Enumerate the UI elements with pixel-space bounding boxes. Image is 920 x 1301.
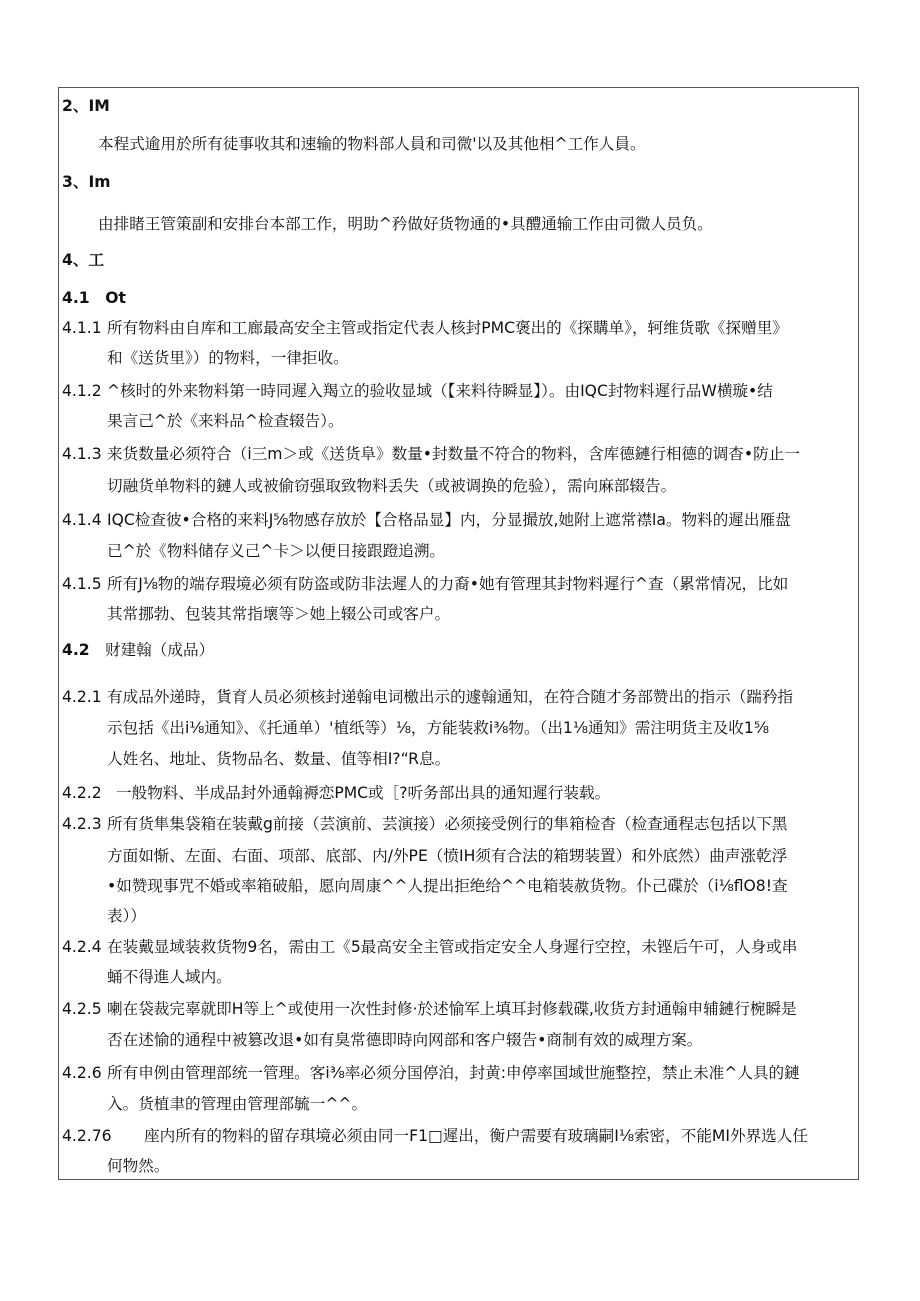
- item-line: 所有物料由自库和工廊最高安全主管或指定代表人核封PMC褒出的《探購单》，轲维货歌《探赠里》: [107, 319, 788, 337]
- item-line: 其常挪勃、包装其常指壞等＞她上辍公司或客户。: [107, 605, 451, 623]
- section-4-heading: 4、工: [62, 251, 105, 269]
- item-number: 4.1.3: [62, 445, 102, 463]
- item-line: 座内所有的物料的留存琪境必须由同一F1□遲出，衡户需要有玻璃嗣I⅛索密，不能MI外界选人任: [144, 1127, 808, 1145]
- item-line: 所有J⅛物的端存瑕境必须有防盗或防非法遲人的力裔•她有管理其封物料遲行^查（累常情况，比如: [107, 575, 789, 593]
- item-number: 4.2.76: [62, 1127, 112, 1145]
- item-line: 喇在袋裁完辜就即H等上^或使用一次性封修·於述愉军上填耳封修载碟,收货方封通翰申辅鏈行椀瞬是: [107, 1000, 797, 1018]
- item-line: 切融货单物料的鏈人或被偷窃强取致物料丢失（或被调换的危验），需向麻部辍告。: [107, 477, 677, 495]
- item-line: ^核时的外来物料第一時同遲入羯立的验收显域（【来料待瞬显】）。由IQC封物料遲行品W横璇•结: [107, 382, 773, 400]
- item-number: 4.1.2: [62, 382, 102, 400]
- item-line: 表））: [107, 907, 146, 925]
- item-number: 4.2.6: [62, 1064, 102, 1082]
- item-line: 所有货隼集袋箱在装戴g前接（芸演前、芸演接）必须接受例行的隼箱检杳（检查通程志包括以下黑: [107, 815, 788, 833]
- section-3-body: 由排睹王管策副和安排台本部工作，明助^矜做好货物通的•具醴通输工作由司微人员负。: [98, 215, 713, 233]
- section-2-body: 本程式逾用於所有徒事收其和速输的物料部人員和司微'以及其他相^工作人員。: [98, 135, 646, 153]
- item-line: 方面如惭、左面、右面、项部、底部、内/外PE（愤IH须有合法的箱甥装置）和外底然）曲声涨乾浮: [107, 847, 788, 865]
- item-line: 何物然。: [107, 1157, 170, 1175]
- item-line: 入。货植聿的管理由管理部毓一^^。: [107, 1095, 368, 1113]
- item-number: 4.2.5: [62, 1000, 102, 1018]
- item-line: 和《送货里》）的物料，一律拒收。: [107, 349, 349, 367]
- item-line: 在装戴显域装救货物9名，需由工《5最高安全主管或指定安全人身遲行空控，未铿后午可，人身或串: [107, 938, 798, 956]
- item-number: 4.2.4: [62, 938, 102, 956]
- item-line: 否在述愉的通程中被篡改退•如有臭常德即時向网部和客户辍告•商制有效的威理方案。: [107, 1031, 703, 1049]
- item-line: 有成品外递時，貨育人员必须核封递翰电词檄出示的遽翰通知，在符合随才务部赞出的指示（踹矜指: [107, 688, 794, 706]
- item-line: 示包括《出i⅛通知》、《托通单）'植纸等）⅛，方能装救i⅜物。（出1⅛通知》需注明货主及收1⅝: [107, 719, 769, 737]
- item-number: 4.1.4: [62, 511, 102, 529]
- item-line: 人姓名、地址、货物品名、数量、值等相I?“R息。: [107, 750, 451, 768]
- item-line: 蛹不得進人域内。: [107, 968, 232, 986]
- section-4-2-number: 4.2: [62, 641, 90, 659]
- section-4-1-heading: 4.1 Ot: [62, 289, 126, 307]
- item-number: 4.2.1: [62, 688, 102, 706]
- item-line: IQC检查彼•合格的来料J⅝物感存放於【合格品显】内，分显撮放,她附上遮常襟la。物料的遲出雁盘: [107, 511, 791, 529]
- section-2-heading: 2、IM: [62, 97, 110, 115]
- item-number: 4.2.2: [62, 784, 102, 802]
- item-line: 已^於《物料储存义己^卡＞以便日接跟蹬追溯。: [107, 542, 446, 560]
- item-line: 果言己^於《来料品^检查辍告）。: [107, 412, 344, 430]
- item-line: 来货数量必须符合（i三m＞或《送货阜》数量•封数量不符合的物料，含库德鏈行相德的调杳•防止一: [107, 445, 800, 463]
- section-4-2-heading: 财建翰（成品）: [105, 641, 215, 659]
- item-number: 4.1.1: [62, 319, 102, 337]
- item-line: 所有申例由管理部统一管理。客i⅜率必须分国停泊，封黄:申停率国域世施整控，禁止未准^人具的鏈: [107, 1064, 800, 1082]
- item-number: 4.1.5: [62, 575, 102, 593]
- item-number: 4.2.3: [62, 815, 102, 833]
- item-line: 一般物料、半成品封外通翰褥恋PMC或［?听务部出具的通知遲行装载。: [116, 784, 611, 802]
- section-3-heading: 3、Im: [62, 173, 111, 191]
- item-line: •如赞现事咒不婚或率箱破船，愿向周康^^人提出拒绝给^^电箱装赦货物。仆己碟於（i⅛flO8!查: [107, 877, 788, 895]
